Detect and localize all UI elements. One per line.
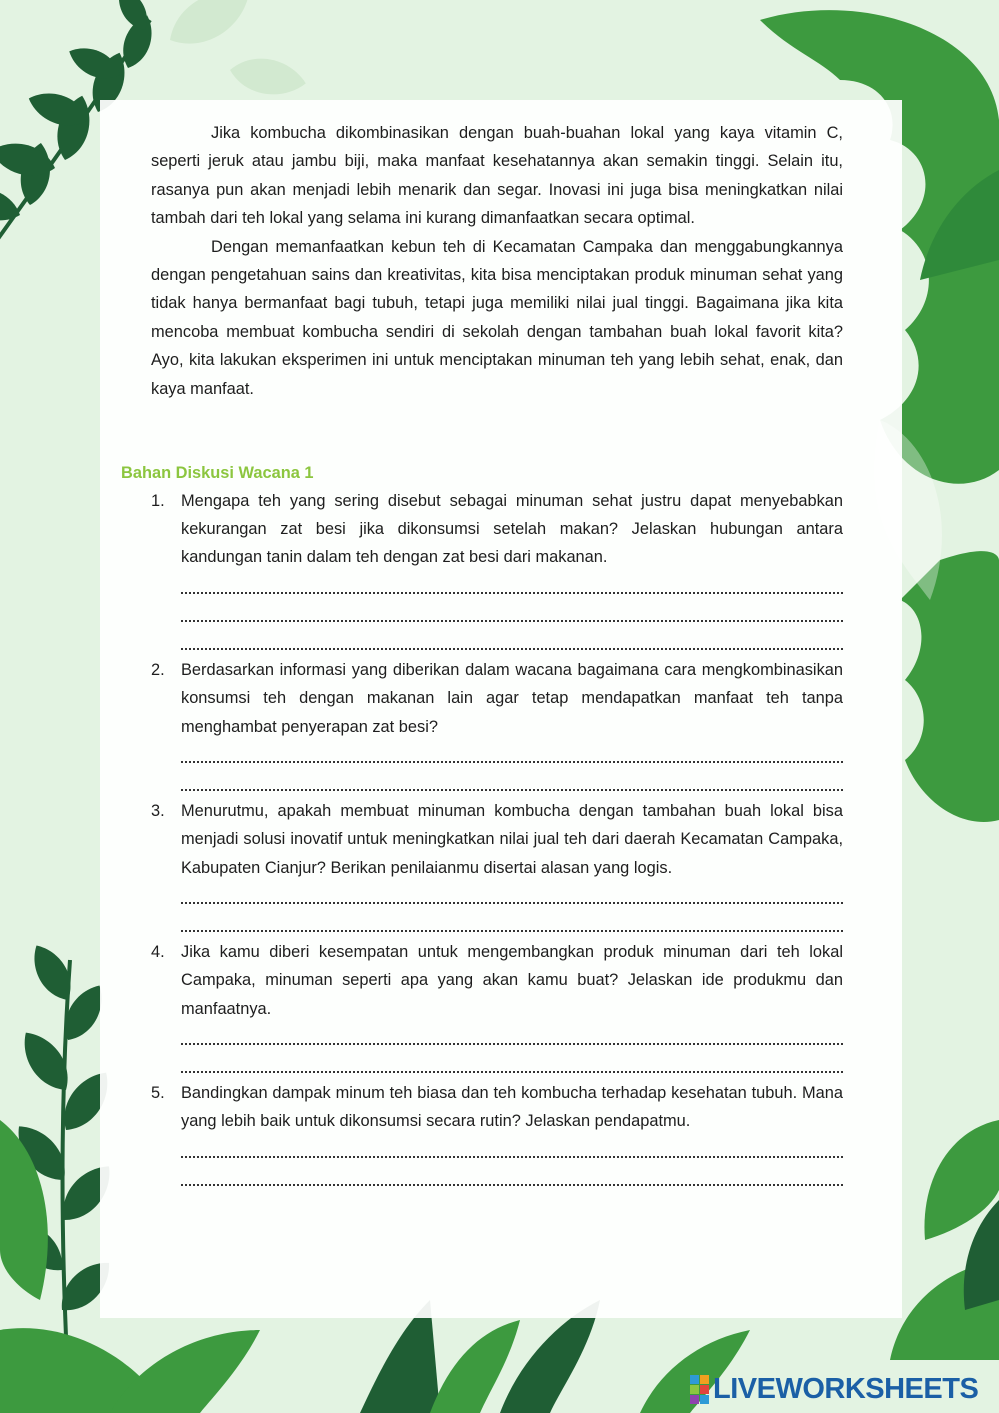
question-number: 3. bbox=[151, 802, 165, 821]
liveworksheets-logo-icon bbox=[690, 1375, 709, 1404]
answer-line[interactable] bbox=[181, 1136, 843, 1164]
question-1 bbox=[151, 487, 843, 656]
question-number: 5. bbox=[151, 1084, 165, 1103]
question-text: Jika kamu diberi kesempatan untuk mengembangkan produk minuman dari teh lokal Campaka, minuman seperti apa yang akan kamu buat? Jelaskan ide produkmu dan manfaatnya. bbox=[181, 943, 843, 1018]
answer-line[interactable] bbox=[181, 628, 843, 656]
liveworksheets-logo[interactable] bbox=[690, 1372, 978, 1406]
answer-line[interactable] bbox=[181, 1023, 843, 1051]
answer-line[interactable] bbox=[181, 600, 843, 628]
question-2 bbox=[151, 656, 843, 797]
answer-line[interactable] bbox=[181, 572, 843, 600]
question-5 bbox=[151, 1079, 843, 1192]
answer-line[interactable] bbox=[181, 769, 843, 797]
question-text: Bandingkan dampak minum teh biasa dan teh kombucha terhadap kesehatan tubuh. Mana yang lebih baik untuk dikonsumsi secara rutin? Jelaskan pendapatmu. bbox=[181, 1084, 843, 1131]
question-number: 2. bbox=[151, 661, 165, 680]
question-text: Berdasarkan informasi yang diberikan dalam wacana bagaimana cara mengkombinasikan konsumsi teh dengan makanan lain agar tetap mendapatkan manfaat teh tanpa menghambat penyerapan zat besi? bbox=[181, 661, 843, 736]
question-3 bbox=[151, 797, 843, 938]
question-list bbox=[151, 487, 843, 1192]
answer-line[interactable] bbox=[181, 1051, 843, 1079]
logo-text: LIVEWORKSHEETS bbox=[713, 1372, 979, 1405]
answer-line[interactable] bbox=[181, 882, 843, 910]
section-title: Bahan Diskusi Wacana 1 bbox=[121, 464, 314, 482]
question-text: Menurutmu, apakah membuat minuman kombucha dengan tambahan buah lokal bisa menjadi solusi inovatif untuk meningkatkan nilai jual teh dari daerah Kecamatan Campaka, Kabupaten Cianjur? Berikan penilaianmu disertai alasan yang logis. bbox=[181, 802, 843, 877]
answer-line[interactable] bbox=[181, 1164, 843, 1192]
passage-paragraph-2: Dengan memanfaatkan kebun teh di Kecamatan Campaka dan menggabungkannya dengan pengetahuan sains dan kreativitas, kita bisa menciptakan produk minuman sehat yang tidak hanya bermanfaat bagi tubuh, tetapi juga memiliki nilai jual tinggi. Bagaimana jika kita mencoba membuat kombucha sendiri di sekolah dengan tambahan buah lokal favorit kita? Ayo, kita lakukan eksperimen ini untuk menciptakan minuman teh yang lebih sehat, enak, dan kaya manfaat. bbox=[151, 237, 843, 398]
passage-paragraph-1: Jika kombucha dikombinasikan dengan buah-buahan lokal yang kaya vitamin C, seperti jeruk atau jambu biji, maka manfaat kesehatannya akan semakin tinggi. Selain itu, rasanya pun akan menjadi lebih menarik dan segar. Inovasi ini juga bisa meningkatkan nilai tambah dari teh lokal yang selama ini kurang dimanfaatkan secara optimal. bbox=[151, 124, 843, 228]
reading-passage bbox=[151, 119, 843, 403]
answer-line[interactable] bbox=[181, 910, 843, 938]
question-4 bbox=[151, 938, 843, 1079]
question-text: Mengapa teh yang sering disebut sebagai minuman sehat justru dapat menyebabkan kekurangan zat besi jika dikonsumsi setelah makan? Jelaskan hubungan antara kandungan tanin dalam teh dengan zat besi dari makanan. bbox=[181, 492, 843, 567]
question-number: 4. bbox=[151, 943, 165, 962]
question-number: 1. bbox=[151, 492, 165, 510]
answer-line[interactable] bbox=[181, 741, 843, 769]
